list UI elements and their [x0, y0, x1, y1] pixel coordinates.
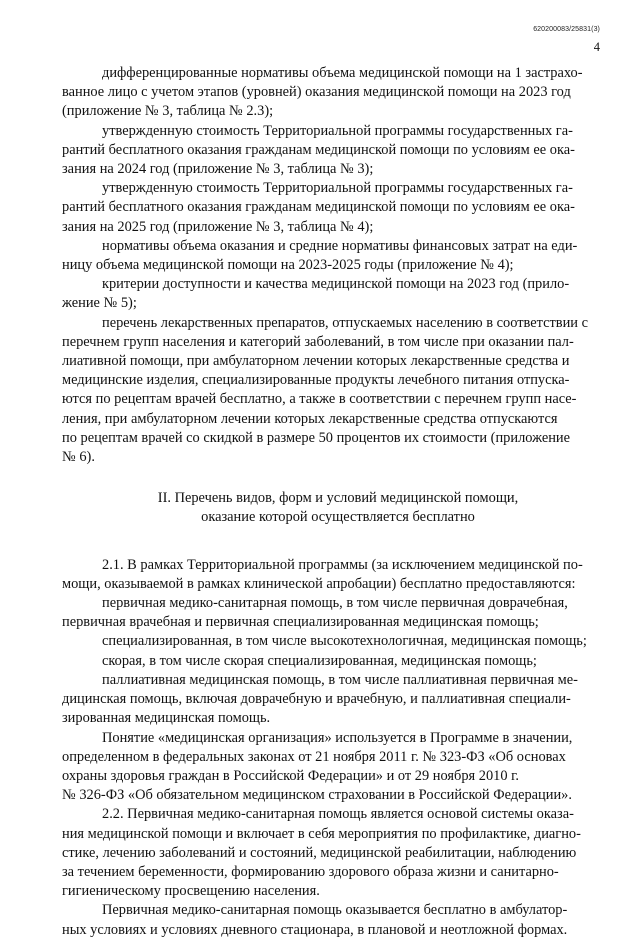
- paragraph-2-2: 2.2. Первичная медико-санитарная помощь является основой системы оказа- ния медицинской помощи и включает в себя мероприятия по профилактике, диагно- стике, лечению заболеваний и состояний, медицинской реабилитации, наблюдению за течением беременности, формированию здорового образа жизни и санитарно- гигиеническому просвещению населения.: [62, 806, 581, 900]
- paragraph-specialized-care: специализированная, в том числе высокотехнологичная, медицинская помощь;: [102, 633, 587, 650]
- paragraph-primary-care: первичная медико-санитарная помощь, в том числе первичная доврачебная, первичная врачебная и первичная специализированная медицинская помощь;: [62, 595, 568, 631]
- section-spacer: [62, 528, 608, 556]
- paragraph-volume-normatives: нормативы объема оказания и средние нормативы финансовых затрат на еди- ницу объема медицинской помощи на 2023-2025 годы (приложение № 4);: [62, 237, 578, 274]
- paragraph-primary-care-free: Первичная медико-санитарная помощь оказывается бесплатно в амбулатор- ных условиях и условиях дневного стационара, в плановой и неотложной формах.: [62, 902, 568, 938]
- paragraph-emergency-care: скорая, в том числе скорая специализированная, медицинская помощь;: [102, 652, 537, 669]
- paragraph-quality-criteria: критерии доступности и качества медицинской помощи на 2023 год (прило- жение № 5);: [62, 276, 570, 312]
- paragraph-normatives-volume: дифференцированные нормативы объема медицинской помощи на 1 застрахо- ванное лицо с учетом этапов (уровней) оказания медицинской помощи на 2023 год (приложение № 3, таблица № 2.3);: [62, 65, 583, 120]
- paragraph-2-1: 2.1. В рамках Территориальной программы (за исключением медицинской по- мощи, оказываемой в рамках клинической апробации) бесплатно предоставляются:: [62, 556, 583, 592]
- paragraph-drug-list: перечень лекарственных препаратов, отпускаемых населению в соответствии с перечнем групп населения и категорий заболеваний, в том числе при оказании пал- лиативной помощи, при амбулаторном лечении которых лекарственные средства и медицинские изделия, специализированные продукты лечебного питания отпуска- ются по рецептам врачей бесплатно, а также в соответствии с перечнем групп насе- ления, при амбулаторном лечении которых лекарственные средства отпускаются по рецептам врачей со скидкой в размере 50 процентов их стоимости (приложение № 6).: [62, 314, 588, 466]
- paragraph-cost-2024: утвержденную стоимость Территориальной программы государственных га- рантий бесплатного оказания гражданам медицинской помощи по условиям ее ока- зания на 2024 год (приложение № 3, таблица № 3);: [62, 122, 575, 178]
- section-heading: II. Перечень видов, форм и условий медицинской помощи, оказание которой осуществляется бесплатно: [157, 490, 519, 526]
- page-number: 4: [593, 40, 600, 54]
- paragraph-palliative-care: паллиативная медицинская помощь, в том числе паллиативная первичная ме- дицинская помощь, включая доврачебную и врачебную, и паллиативная специали- зированная медицинская помощь.: [62, 671, 578, 727]
- paragraph-medical-organization: Понятие «медицинская организация» используется в Программе в значении, определенном в федеральных законах от 21 ноября 2011 г. № 323-ФЗ «Об основах охраны здоровья граждан в Российской Федерации» и от 29 ноября 2010 г. № 326-ФЗ «Об обязательном медицинском страховании в Российской Федерации».: [62, 729, 573, 804]
- section-spacer: [62, 467, 608, 489]
- document-code: 620200083/25831(3): [533, 26, 600, 33]
- paragraph-cost-2025: утвержденную стоимость Территориальной программы государственных га- рантий бесплатного оказания гражданам медицинской помощи по условиям ее ока- зания на 2025 год (приложение № 3, таблица № 4);: [62, 180, 575, 235]
- document-body: [62, 64, 608, 940]
